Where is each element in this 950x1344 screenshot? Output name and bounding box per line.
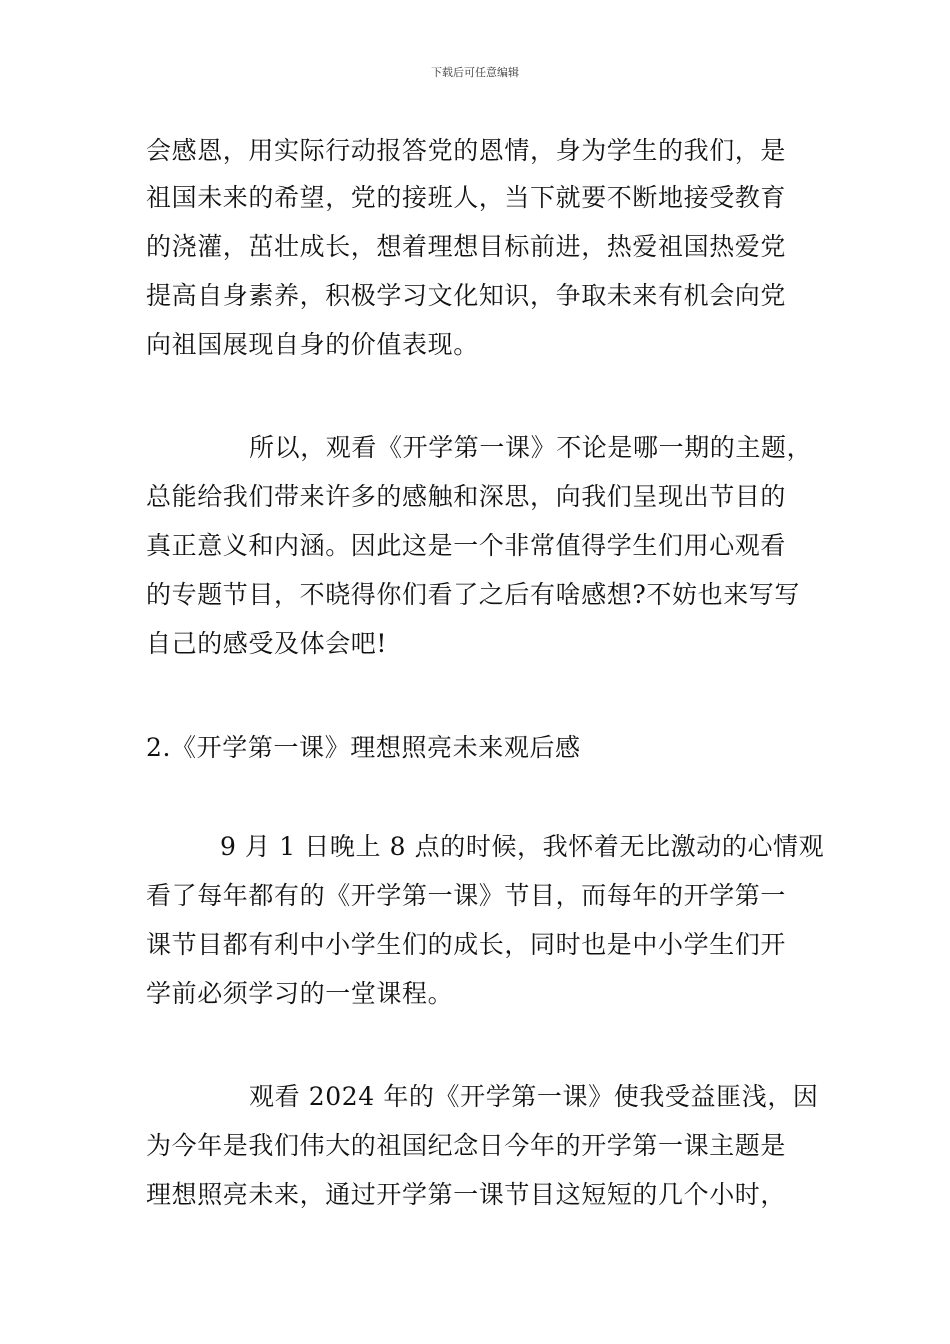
paragraph-line: 自己的感受及体会吧! [146, 629, 388, 658]
section-heading: 2.《开学第一课》理想照亮未来观后感 [146, 733, 581, 762]
paragraph-line: 的浇灌，茁壮成长，想着理想目标前进，热爱祖国热爱党 [146, 232, 787, 261]
paragraph-line: 课节目都有利中小学生们的成长，同时也是中小学生们开 [146, 930, 787, 959]
paragraph-line: 会感恩，用实际行动报答党的恩情，身为学生的我们，是 [146, 136, 787, 165]
paragraph-line: 向祖国展现自身的价值表现。 [146, 330, 479, 359]
paragraph-line: 祖国未来的希望，党的接班人，当下就要不断地接受教育 [146, 183, 787, 212]
paragraph-line: 理想照亮未来，通过开学第一课节目这短短的几个小时， [146, 1180, 787, 1209]
paragraph-line: 为今年是我们伟大的祖国纪念日今年的开学第一课主题是 [146, 1131, 787, 1160]
paragraph-line: 总能给我们带来许多的感触和深思，向我们呈现出节目的 [146, 482, 787, 511]
paragraph-line: 观看 2024 年的《开学第一课》使我受益匪浅，因 [249, 1082, 819, 1111]
paragraph-line: 真正意义和内涵。因此这是一个非常值得学生们用心观看 [146, 531, 787, 560]
paragraph-line: 提高自身素养，积极学习文化知识，争取未来有机会向党 [146, 281, 787, 310]
paragraph-line: 看了每年都有的《开学第一课》节目，而每年的开学第一 [146, 881, 787, 910]
page-header: 下载后可任意编辑 [431, 66, 519, 79]
paragraph-line: 9 月 1 日晚上 8 点的时候，我怀着无比激动的心情观 [220, 832, 825, 861]
paragraph-line: 的专题节目，不晓得你们看了之后有啥感想?不妨也来写写 [146, 580, 801, 609]
paragraph-line: 学前必须学习的一堂课程。 [146, 979, 454, 1008]
paragraph-line: 所以，观看《开学第一课》不论是哪一期的主题， [249, 433, 813, 462]
